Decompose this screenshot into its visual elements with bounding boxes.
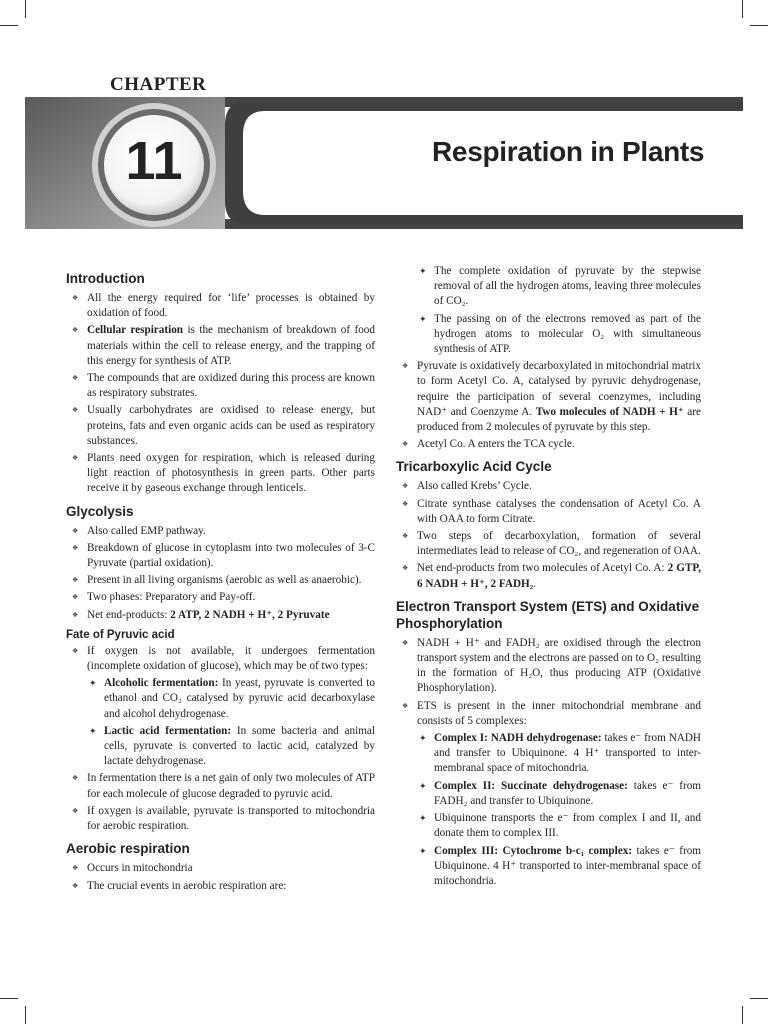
- list-item: [66, 371, 375, 401]
- item-text: Net end-products from two molecules of Acetyl Co. A:: [417, 562, 668, 575]
- crop-mark-bottom-right-h: [750, 998, 768, 999]
- item-text: Present in all living organisms (aerobic as well as anaerobic).: [87, 574, 362, 587]
- item-text: Acetyl Co. A enters the TCA cycle.: [417, 438, 575, 451]
- item-text: In some bacteria and animal cells, pyruvate is converted to lactic acid, catalyzed by lactate dehydrogenase.: [104, 724, 375, 768]
- bold-term: Alcoholic fermentation:: [104, 677, 219, 690]
- sub-list-item: [66, 724, 375, 770]
- item-text: Net end-products:: [87, 608, 171, 621]
- list-item: [66, 804, 375, 834]
- bold-term: Cellular respiration: [87, 324, 184, 337]
- section-heading: Fate of Pyruvic acid: [66, 628, 175, 641]
- item-text: Two steps of decarboxylation, formation of several intermediates lead to release of CO₂, and regeneration of OAA.: [417, 530, 701, 558]
- list-item: [66, 451, 375, 497]
- list-item: [396, 699, 701, 729]
- item-text: The crucial events in aerobic respiration are:: [87, 879, 287, 892]
- bullet-list: [66, 644, 375, 834]
- list-item: [66, 644, 375, 674]
- item-text: Usually carbohydrates are oxidised to release energy, but proteins, fats and even organic acids can be used as respiratory substances.: [87, 404, 375, 447]
- item-text: takes e⁻ from Ubiquinone. 4 H⁺ transported to inter-membranal space of mitochondria.: [434, 844, 701, 887]
- bold-term: Two molecules of NADH + H⁺: [535, 405, 684, 418]
- section-heading: Tricarboxylic Acid Cycle: [396, 459, 552, 475]
- bullet-list: [396, 264, 701, 452]
- section-heading: Electron Transport System (ETS) and Oxidative Phosphorylation: [396, 598, 700, 631]
- item-text: All the energy required for ‘life’ processes is obtained by oxidation of food.: [87, 292, 375, 320]
- item-text: takes e⁻ from FADH₂ and transfer to Ubiquinone.: [434, 779, 702, 807]
- list-item: [66, 573, 375, 588]
- bold-term: Complex II: Succinate dehydrogenase:: [434, 779, 628, 792]
- section-heading: Introduction: [66, 271, 145, 286]
- item-text: Ubiquinone transports the e⁻ from complex I and II, and donate them to complex III.: [434, 812, 701, 840]
- crop-mark-bottom-right-v: [742, 1006, 743, 1024]
- item-text: The compounds that are oxidized during this process are known as respiratory substrates.: [87, 372, 375, 400]
- crop-mark-top-right-v: [742, 0, 743, 18]
- list-item: [66, 541, 375, 571]
- item-text: ETS is present in the inner mitochondrial membrane and consists of 5 complexes:: [417, 699, 701, 727]
- list-item: [396, 479, 701, 494]
- item-text: NADH + H⁺ and FADH₂ are oxidised through the electron transport system and the electrons are passed on to O₂ resulting in the formation of H₂O, thus producing ATP (Oxidative Phosphorylation).: [417, 636, 701, 695]
- crop-mark-top-left-v: [25, 0, 26, 18]
- crop-mark-top-right-h: [750, 25, 768, 26]
- item-text: Also called Krebs’ Cycle.: [417, 480, 532, 493]
- bullet-list: [66, 291, 375, 497]
- item-text: The passing on of the electrons removed as part of the hydrogen atoms to molecular O₂ with simultaneous synthesis of ATP.: [434, 312, 701, 356]
- list-item: [66, 879, 375, 894]
- sub-list-item: [396, 811, 701, 841]
- item-text: Breakdown of glucose in cytoplasm into two molecules of 3-C Pyruvate (partial oxidation).: [87, 541, 375, 570]
- list-item: [66, 524, 375, 539]
- item-text: In fermentation there is a net gain of only two molecules of ATP for each molecule of glucose degraded to pyruvic acid.: [87, 772, 375, 800]
- list-item: [396, 437, 701, 452]
- item-text: takes e⁻ from NADH and transfer to Ubiquinone. 4 H⁺ transported to inter-membranal space of mitochondria.: [434, 732, 702, 775]
- item-text: is the mechanism of breakdown of food materials within the cell to release energy, and the trapping of this energy for synthesis of ATP.: [87, 324, 375, 367]
- item-text: are produced from 2 molecules of pyruvate by this step.: [417, 405, 701, 434]
- bullet-list: [396, 479, 701, 591]
- item-text: .: [533, 577, 536, 590]
- bold-term: 2 GTP, 6 NADH + H⁺, 2 FADH₂: [417, 562, 701, 590]
- list-item: [396, 636, 701, 697]
- item-text: Also called EMP pathway.: [87, 524, 206, 537]
- sub-list-item: [396, 312, 701, 358]
- item-text: If oxygen is available, pyruvate is transported to mitochondria for aerobic respiration.: [87, 804, 375, 833]
- list-item: [396, 497, 701, 527]
- chapter-label: CHAPTER: [110, 74, 207, 95]
- crop-mark-bottom-left-h: [0, 998, 18, 999]
- item-text: The complete oxidation of pyruvate by the stepwise removal of all the hydrogen atoms, leaving three molecules of CO₂.: [434, 265, 701, 308]
- bold-term: 2 ATP, 2 NADH + H⁺, 2 Pyruvate: [170, 608, 330, 621]
- bullet-list: [396, 636, 701, 889]
- item-text: In yeast, pyruvate is converted to ethanol and CO₂ catalysed by pyruvic acid decarboxylase and alcohol dehydrogenase.: [104, 677, 376, 720]
- item-text: If oxygen is not available, it undergoes fermentation (incomplete oxidation of glucose), which may be of two types:: [87, 644, 375, 673]
- chapter-number: 11: [125, 131, 183, 191]
- list-item: [66, 861, 375, 876]
- crop-mark-top-left-h: [0, 25, 18, 26]
- list-item: [396, 529, 701, 559]
- bold-term: Complex III: Cytochrome b-c₁ complex:: [434, 844, 633, 857]
- sub-list-item: [396, 779, 701, 809]
- list-item: [66, 403, 375, 449]
- sub-list-item: [396, 264, 701, 310]
- crop-mark-bottom-left-v: [25, 1006, 26, 1024]
- list-item: [66, 323, 375, 369]
- item-text: Plants need oxygen for respiration, which is released during light reaction of photosynthesis in green parts. Other parts receive it by gaseous exchange through lenticels.: [87, 452, 375, 495]
- bullet-list: [66, 524, 375, 623]
- bullet-list: [66, 861, 375, 893]
- item-text: Citrate synthase catalyses the condensation of Acetyl Co. A with OAA to form Citrate.: [417, 497, 701, 525]
- bold-term: Complex I: NADH dehydrogenase:: [434, 732, 602, 745]
- chapter-title: Respiration in Plants: [432, 136, 705, 167]
- bold-term: Lactic acid fermentation:: [104, 724, 232, 737]
- sub-list-item: [396, 844, 701, 890]
- section-heading: Aerobic respiration: [66, 841, 190, 857]
- item-text: Two phases: Preparatory and Pay-off.: [87, 591, 256, 604]
- right-column: [396, 264, 701, 891]
- list-item: [396, 561, 701, 591]
- list-item: [66, 291, 375, 321]
- list-item: [66, 590, 375, 605]
- list-item: [396, 359, 701, 435]
- list-item: [66, 608, 375, 623]
- left-column: [66, 264, 375, 896]
- item-text: Pyruvate is oxidatively decarboxylated in mitochondrial matrix to form Acetyl Co. A, catalysed by pyruvic dehydrogenase, require the participation of several coenzymes, including NAD⁺ and Coenzyme A.: [417, 360, 701, 418]
- sub-list-item: [396, 731, 701, 777]
- section-heading: Glycolysis: [66, 503, 134, 519]
- list-item: [66, 771, 375, 801]
- sub-list-item: [66, 676, 375, 722]
- item-text: Occurs in mitochondria: [87, 862, 193, 875]
